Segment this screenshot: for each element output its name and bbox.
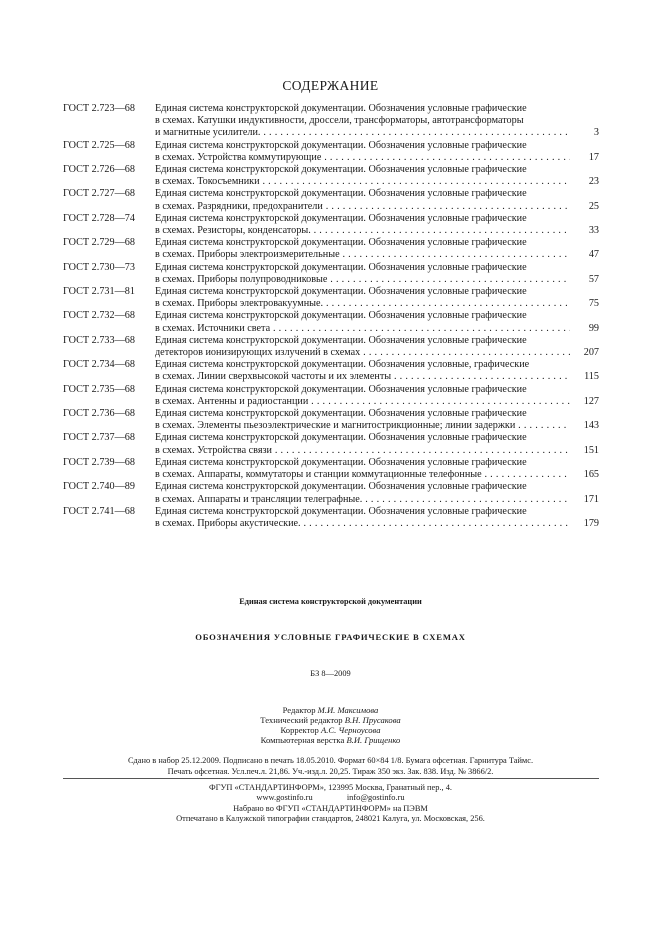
- toc-entry: [63, 432, 599, 456]
- publisher-info: [0, 783, 661, 825]
- toc-entry-page-number: 75: [588, 298, 599, 310]
- toc-entry: [63, 262, 599, 286]
- toc-entry-code: ГОСТ 2.727—68: [63, 188, 135, 200]
- toc-entry-code: ГОСТ 2.741—68: [63, 505, 135, 517]
- toc-entry-code: ГОСТ 2.739—68: [63, 456, 135, 468]
- toc-entry-line: в схемах. Источники света . . .: [155, 323, 570, 335]
- toc-entry: [63, 286, 599, 310]
- toc-entry-line: Единая система конструкторской документации. Обозначения условные графические: [155, 286, 527, 298]
- print-info-line-1: Сдано в набор 25.12.2009. Подписано в печать 18.05.2010. Формат 60×84 1/8. Бумага офсетная. Гарнитура Таймс.: [127, 756, 534, 765]
- toc-entry-title: [155, 262, 570, 286]
- toc-entry-line: в схемах. Приборы акустические. . . .: [155, 518, 570, 530]
- toc-entry-line: и магнитные усилители. . . .: [155, 127, 570, 139]
- document-title: ОБОЗНАЧЕНИЯ УСЛОВНЫЕ ГРАФИЧЕСКИЕ В СХЕМАХ: [195, 632, 466, 642]
- print-info: [0, 755, 661, 777]
- toc-entry-line: в схемах. Аппараты и трансляции телеграфные. . . .: [155, 494, 570, 506]
- toc-entry-line: Единая система конструкторской документации. Обозначения условные графические: [155, 383, 527, 395]
- toc-entry-title: [155, 481, 570, 505]
- toc-entry-code: ГОСТ 2.726—68: [63, 164, 135, 176]
- toc-entry: [63, 481, 599, 505]
- toc-entry-line: Единая система конструкторской документации. Обозначения условные графические: [155, 456, 527, 468]
- toc-entry-title: [155, 408, 570, 432]
- toc-entry-line: Единая система конструкторской документации. Обозначения условные, графические: [155, 359, 530, 371]
- staff-role: Редактор: [282, 705, 316, 715]
- divider-rule: [63, 778, 599, 779]
- toc-entry-page-number: 115: [584, 371, 599, 383]
- toc-entry-code: ГОСТ 2.735—68: [63, 383, 135, 395]
- toc-entry-line: в схемах. Катушки индуктивности, дроссели, трансформаторы, автотрансформаторы: [155, 115, 524, 127]
- toc-entry-line: в схемах. Приборы электроизмерительные . . .: [155, 249, 570, 261]
- typesetting-info: Набрано во ФГУП «СТАНДАРТИНФОРМ» на ПЭВМ: [233, 803, 428, 813]
- toc-entry: [63, 335, 599, 359]
- toc-entry-page-number: 33: [588, 225, 599, 237]
- toc-entry: [63, 359, 599, 383]
- toc-entry-line: Единая система конструкторской документации. Обозначения условные графические: [155, 164, 527, 176]
- toc-entry: [63, 213, 599, 237]
- toc-entry-title: [155, 310, 570, 334]
- toc-entry-line: Единая система конструкторской документации. Обозначения условные графические: [155, 188, 527, 200]
- toc-entry-title: [155, 140, 570, 164]
- toc-entry-code: ГОСТ 2.729—68: [63, 237, 135, 249]
- staff-credit-row: [0, 735, 661, 745]
- bz-number: БЗ 8—2009: [310, 669, 351, 678]
- print-info-line-2: Печать офсетная. Усл.печ.л. 21,86. Уч.-изд.л. 20,25. Тираж 350 экз. Зак. 838. Изд. № 3866/2.: [167, 767, 494, 776]
- toc-entry-code: ГОСТ 2.725—68: [63, 139, 135, 151]
- toc-entry: [63, 457, 599, 481]
- toc-entry-title: [155, 164, 570, 188]
- toc-entry-line: детекторов ионизирующих излучений в схемах . . .: [155, 347, 570, 359]
- toc-entry: [63, 188, 599, 212]
- toc-entry-page-number: 127: [583, 395, 599, 407]
- toc-entry-code: ГОСТ 2.731—81: [63, 286, 135, 298]
- series-title: Единая система конструкторской документации: [239, 597, 422, 606]
- staff-credit-row: [0, 715, 661, 725]
- toc-entry-line: в схемах. Устройства связи . . .: [155, 445, 570, 457]
- toc-entry-page-number: 171: [583, 493, 599, 505]
- toc-entry-title: [155, 213, 570, 237]
- toc-entry-title: [155, 188, 570, 212]
- toc-entry-line: Единая система конструкторской документации. Обозначения условные графические: [155, 505, 527, 517]
- toc-entry: [63, 310, 599, 334]
- staff-name: В.И. Грищенко: [346, 735, 401, 745]
- toc-entry-page-number: 17: [588, 151, 599, 163]
- toc-entry-page-number: 25: [588, 200, 599, 212]
- toc-entry-page-number: 179: [583, 517, 599, 529]
- toc-entry-line: в схемах. Резисторы, конденсаторы. . . .: [155, 225, 570, 237]
- toc-entry-title: [155, 506, 570, 530]
- toc-entry-page-number: 143: [583, 420, 599, 432]
- toc-entry-page-number: 57: [588, 273, 599, 285]
- publisher-contacts: [0, 793, 661, 803]
- toc-entry-line: Единая система конструкторской документации. Обозначения условные графические: [155, 212, 527, 224]
- toc-entry: [63, 237, 599, 261]
- toc-entry-code: ГОСТ 2.736—68: [63, 408, 135, 420]
- toc-entry-code: ГОСТ 2.730—73: [63, 261, 135, 273]
- staff-role: Компьютерная верстка: [260, 735, 345, 745]
- toc-entry-line: в схемах. Линии сверхвысокой частоты и их элементы . . .: [155, 371, 570, 383]
- publisher-email: info@gostinfo.ru: [346, 793, 405, 803]
- table-of-contents: [63, 103, 599, 530]
- staff-credit-row: [0, 705, 661, 715]
- printing-house-info: Отпечатано в Калужской типографии стандартов, 248021 Калуга, ул. Московская, 256.: [176, 814, 485, 824]
- toc-entry-title: [155, 432, 570, 456]
- toc-entry-line: Единая система конструкторской документации. Обозначения условные графические: [155, 432, 527, 444]
- toc-entry-line: в схемах. Устройства коммутирующие . . .: [155, 152, 570, 164]
- publisher-address: ФГУП «СТАНДАРТИНФОРМ», 123995 Москва, Гранатный пер., 4.: [209, 783, 452, 792]
- toc-entry-line: Единая система конструкторской документации. Обозначения условные графические: [155, 310, 527, 322]
- toc-entry-code: ГОСТ 2.734—68: [63, 359, 135, 371]
- toc-entry-line: в схемах. Элементы пьезоэлектрические и магнитострикционные; линии задержки . . .: [155, 420, 570, 432]
- toc-entry-title: [155, 103, 570, 140]
- staff-role: Технический редактор: [260, 715, 343, 725]
- toc-entry-title: [155, 335, 570, 359]
- toc-entry-page-number: 165: [583, 469, 599, 481]
- staff-credits: [0, 705, 661, 745]
- toc-entry-line: в схемах. Аппараты, коммутаторы и станции коммутационные телефонные . . .: [155, 469, 570, 481]
- toc-entry-code: ГОСТ 2.733—68: [63, 334, 135, 346]
- toc-entry: [63, 103, 599, 140]
- staff-name: М.И. Максимова: [317, 705, 379, 715]
- toc-entry-code: ГОСТ 2.740—89: [63, 481, 135, 493]
- toc-entry-title: [155, 286, 570, 310]
- toc-entry-page-number: 207: [583, 347, 599, 359]
- toc-entry-line: в схемах. Разрядники, предохранители . . .: [155, 201, 570, 213]
- toc-entry-line: Единая система конструкторской документации. Обозначения условные графические: [155, 237, 527, 249]
- toc-entry: [63, 140, 599, 164]
- toc-entry: [63, 384, 599, 408]
- toc-entry-title: [155, 237, 570, 261]
- toc-entry-title: [155, 384, 570, 408]
- toc-entry-title: [155, 359, 570, 383]
- toc-entry: [63, 164, 599, 188]
- toc-entry-line: Единая система конструкторской документации. Обозначения условные графические: [155, 408, 527, 420]
- staff-name: В.Н. Прусакова: [344, 715, 401, 725]
- toc-title: СОДЕРЖАНИЕ: [282, 78, 379, 93]
- publisher-website: www.gostinfo.ru: [256, 793, 313, 803]
- staff-credit-row: [0, 725, 661, 735]
- toc-entry: [63, 408, 599, 432]
- toc-entry-code: ГОСТ 2.737—68: [63, 432, 135, 444]
- toc-entry-page-number: 99: [588, 322, 599, 334]
- staff-role: Корректор: [280, 725, 319, 735]
- toc-entry: [63, 506, 599, 530]
- toc-entry-line: Единая система конструкторской документации. Обозначения условные графические: [155, 481, 527, 493]
- toc-entry-line: Единая система конструкторской документации. Обозначения условные графические: [155, 103, 527, 114]
- toc-entry-line: в схемах. Приборы электровакуумные. . . .: [155, 298, 570, 310]
- toc-entry-code: ГОСТ 2.723—68: [63, 103, 135, 114]
- toc-entry-line: Единая система конструкторской документации. Обозначения условные графические: [155, 261, 527, 273]
- toc-entry-code: ГОСТ 2.732—68: [63, 310, 135, 322]
- toc-entry-line: в схемах. Токосъемники . . .: [155, 176, 570, 188]
- toc-entry-title: [155, 457, 570, 481]
- toc-entry-line: в схемах. Приборы полупроводниковые . . .: [155, 274, 570, 286]
- toc-entry-page-number: 23: [588, 176, 599, 188]
- toc-entry-code: ГОСТ 2.728—74: [63, 212, 135, 224]
- toc-entry-line: Единая система конструкторской документации. Обозначения условные графические: [155, 334, 527, 346]
- staff-name: А.С. Черноусова: [320, 725, 381, 735]
- toc-entry-line: в схемах. Антенны и радиостанции . . .: [155, 396, 570, 408]
- toc-entry-page-number: 151: [583, 444, 599, 456]
- toc-entry-line: Единая система конструкторской документации. Обозначения условные графические: [155, 139, 527, 151]
- toc-entry-page-number: 3: [593, 127, 599, 139]
- toc-entry-page-number: 47: [588, 249, 599, 261]
